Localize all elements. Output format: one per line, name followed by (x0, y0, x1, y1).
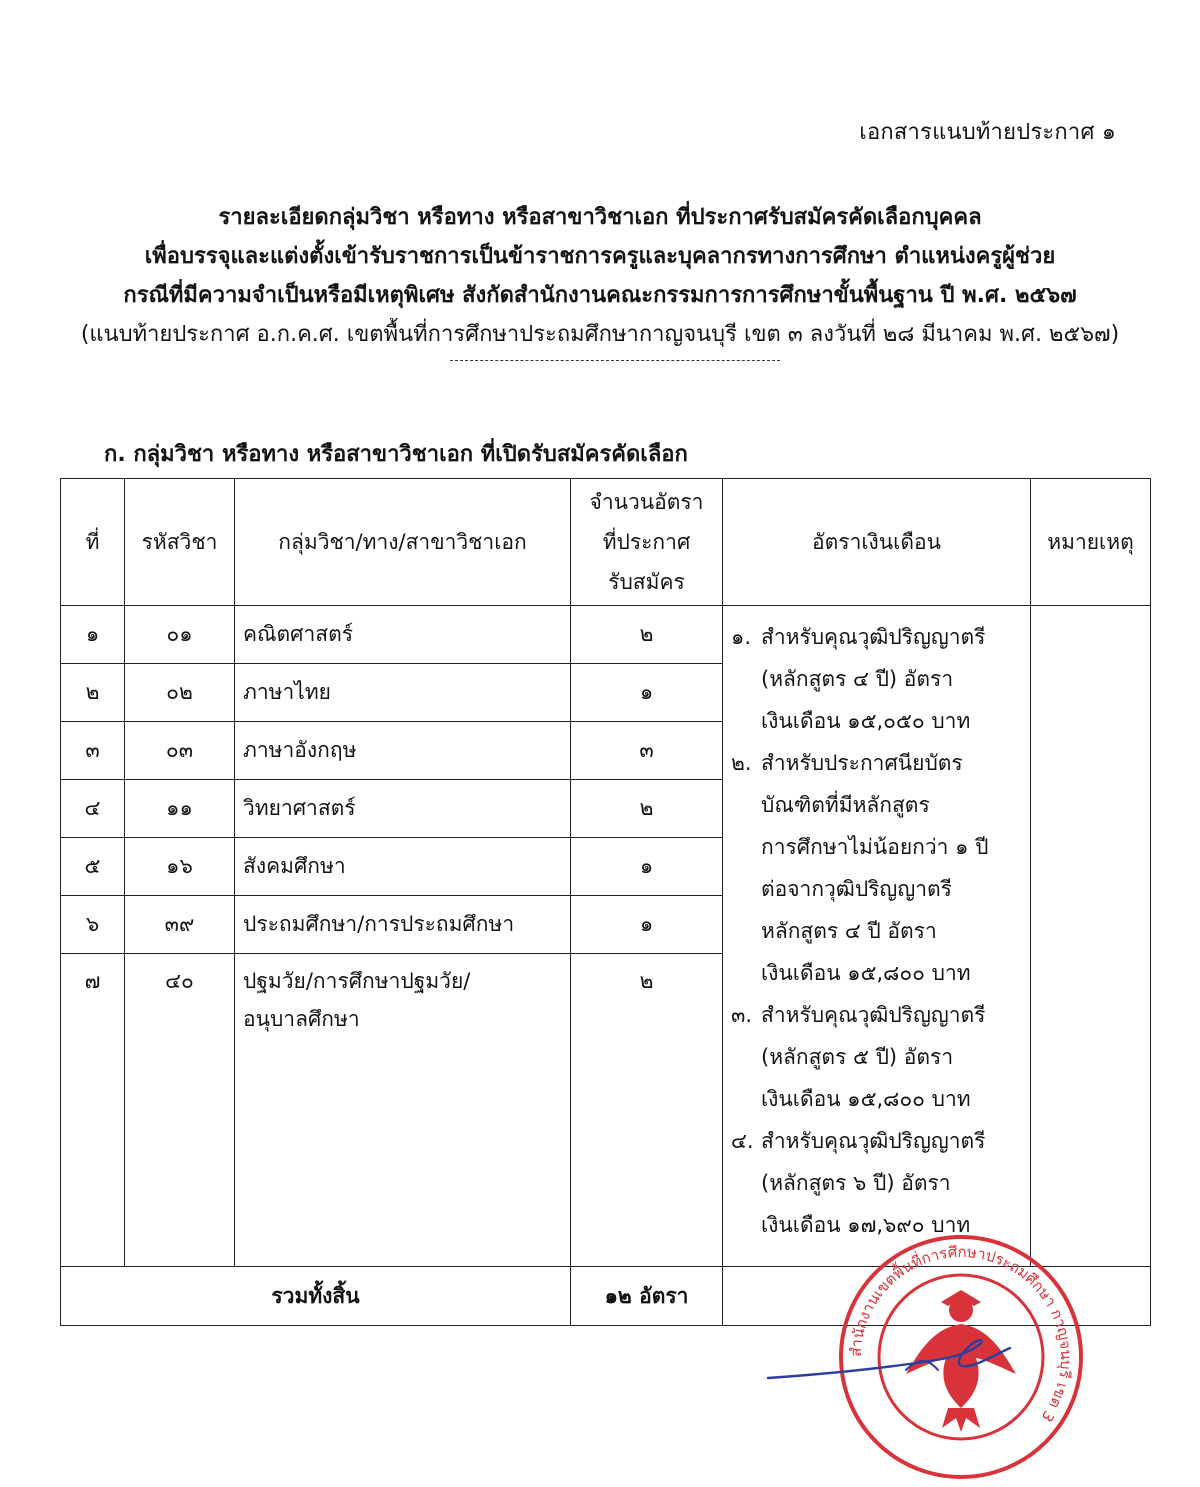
salary-line: (หลักสูตร ๖ ปี) อัตรา (761, 1171, 951, 1195)
salary-item-number: ๒. (731, 751, 752, 775)
heading-line-3: กรณีที่มีความจำเป็นหรือมีเหตุพิเศษ สังกัดสำนักงานคณะกรรมการการศึกษาขั้นพื้นฐาน ปี พ.ศ. ๒๕๖๗ (123, 283, 1077, 308)
salary-item (731, 994, 1024, 1120)
row-code: ๔๐ (125, 954, 235, 1267)
table-row (61, 606, 1151, 664)
row-subject: คณิตศาสตร์ (235, 606, 571, 664)
row-code: ๓๙ (125, 896, 235, 954)
salary-line: สำหรับคุณวุฒิปริญญาตรี (761, 1003, 986, 1027)
table-header-row (61, 479, 1151, 606)
salary-item (731, 616, 1024, 742)
salary-cell (723, 606, 1031, 1267)
row-no: ๑ (61, 606, 125, 664)
header-no: ที่ (61, 479, 125, 606)
header-count-line-2: ที่ประกาศ (602, 530, 691, 554)
header-count-line-1: จำนวนอัตรา (589, 490, 704, 514)
header-remark: หมายเหตุ (1031, 479, 1151, 606)
row-no: ๔ (61, 780, 125, 838)
row-no: ๓ (61, 722, 125, 780)
row-count: ๒ (571, 606, 723, 664)
row-code: ๑๖ (125, 838, 235, 896)
salary-line: สำหรับประกาศนียบัตร (761, 751, 963, 775)
row-code: ๐๒ (125, 664, 235, 722)
row-code: ๑๑ (125, 780, 235, 838)
row-subject: ภาษาไทย (235, 664, 571, 722)
row-count: ๑ (571, 838, 723, 896)
salary-line: (หลักสูตร ๕ ปี) อัตรา (761, 1045, 954, 1069)
salary-item (731, 1120, 1024, 1246)
total-label: รวมทั้งสิ้น (61, 1267, 571, 1326)
signature-icon (766, 1330, 1016, 1390)
row-count: ๓ (571, 722, 723, 780)
salary-line: การศึกษาไม่น้อยกว่า ๑ ปี (761, 835, 989, 859)
row-no: ๕ (61, 838, 125, 896)
attachment-label: เอกสารแนบท้ายประกาศ ๑ (859, 120, 1116, 145)
row-code: ๐๓ (125, 722, 235, 780)
row-count: ๑ (571, 664, 723, 722)
salary-line: (หลักสูตร ๔ ปี) อัตรา (761, 667, 954, 691)
row-code: ๐๑ (125, 606, 235, 664)
salary-line: หลักสูตร ๔ ปี อัตรา (761, 919, 937, 943)
salary-item (731, 742, 1024, 994)
row-subject-line-1: ปฐมวัย/การศึกษาปฐมวัย/ (243, 969, 471, 993)
signature-stroke (768, 1340, 1010, 1378)
salary-line: สำหรับคุณวุฒิปริญญาตรี (761, 1129, 986, 1153)
row-no: ๗ (61, 954, 125, 1267)
row-no: ๒ (61, 664, 125, 722)
row-subject: ประถมศึกษา/การประถมศึกษา (235, 896, 571, 954)
salary-line: เงินเดือน ๑๗,๖๙๐ บาท (761, 1213, 971, 1237)
salary-line: เงินเดือน ๑๕,๐๕๐ บาท (761, 709, 971, 733)
salary-item-number: ๓. (731, 1003, 753, 1027)
salary-line: เงินเดือน ๑๕,๘๐๐ บาท (761, 1087, 971, 1111)
dashed-divider (450, 360, 780, 361)
document-heading (0, 198, 1200, 354)
salary-item-number: ๑. (731, 625, 752, 649)
row-subject (235, 954, 571, 1267)
header-code: รหัสวิชา (125, 479, 235, 606)
row-subject-line-2: อนุบาลศึกษา (243, 1007, 360, 1031)
seal-text: สำนักงานเขตพื้นที่การศึกษาประถมศึกษา กาญจนบุรี เขต 3 (846, 1242, 1076, 1426)
row-subject: วิทยาศาสตร์ (235, 780, 571, 838)
row-subject: สังคมศึกษา (235, 838, 571, 896)
total-value: ๑๒ อัตรา (571, 1267, 723, 1326)
row-count: ๒ (571, 954, 723, 1267)
salary-line: ต่อจากวุฒิปริญญาตรี (761, 877, 952, 901)
salary-item-number: ๔. (731, 1129, 754, 1153)
header-count (571, 479, 723, 606)
heading-line-1: รายละเอียดกลุ่มวิชา หรือทาง หรือสาขาวิชาเอก ที่ประกาศรับสมัครคัดเลือกบุคคล (218, 205, 982, 230)
remark-cell (1031, 606, 1151, 1267)
row-no: ๖ (61, 896, 125, 954)
salary-line: สำหรับคุณวุฒิปริญญาตรี (761, 625, 986, 649)
positions-table (60, 478, 1151, 1326)
section-title: ก. กลุ่มวิชา หรือทาง หรือสาขาวิชาเอก ที่เปิดรับสมัครคัดเลือก (104, 442, 688, 467)
row-count: ๑ (571, 896, 723, 954)
header-count-line-3: รับสมัคร (608, 570, 685, 594)
row-subject: ภาษาอังกฤษ (235, 722, 571, 780)
salary-line: เงินเดือน ๑๕,๘๐๐ บาท (761, 961, 971, 985)
header-salary: อัตราเงินเดือน (723, 479, 1031, 606)
salary-line: บัณฑิตที่มีหลักสูตร (761, 793, 930, 817)
heading-line-2: เพื่อบรรจุและแต่งตั้งเข้ารับราชการเป็นข้าราชการครูและบุคลากรทางการศึกษา ตำแหน่งครูผู้ช่วย (144, 244, 1056, 269)
heading-line-4: (แนบท้ายประกาศ อ.ก.ค.ศ. เขตพื้นที่การศึกษาประถมศึกษากาญจนบุรี เขต ๓ ลงวันที่ ๒๘ มีนาคม พ.ศ. ๒๕๖๗) (80, 322, 1120, 347)
row-count: ๒ (571, 780, 723, 838)
header-subject: กลุ่มวิชา/ทาง/สาขาวิชาเอก (235, 479, 571, 606)
